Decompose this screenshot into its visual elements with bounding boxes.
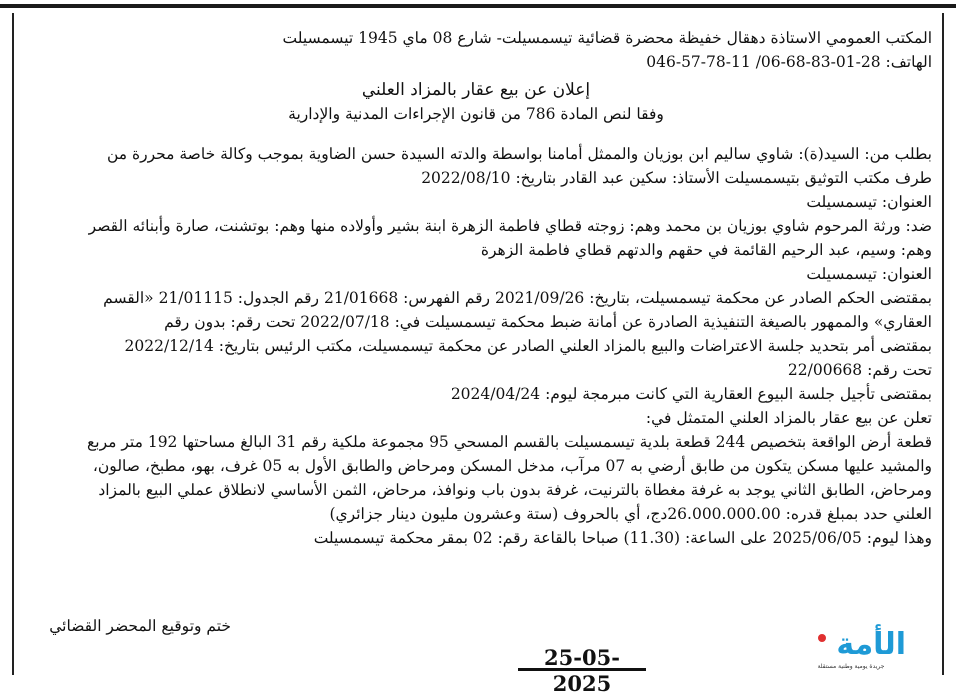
publication-date: 25-05-2025 <box>518 645 646 671</box>
address-line-1: العنوان: تيسمسيلت <box>806 193 932 211</box>
property-line-2: والمشيد عليها مسكن يتكون من طابق أرضي به 07 مرآب، مدخل المسكن ومرحاض والطابق الأول به 05 غرف، بهو، مطبخ، صالون، <box>92 457 932 475</box>
logo-wordmark: الأمة <box>836 627 906 662</box>
address-line-2: العنوان: تيسمسيلت <box>806 265 932 283</box>
property-line-1: قطعة أرض الواقعة بتخصيص 244 قطعة بلدية تيسمسيلت بالقسم المسحي 95 مجموعة ملكية رقم 31 البالغ مساحتها 192 متر مربع <box>87 433 932 451</box>
property-line-4: العلني حدد بمبلغ قدره: 26.000.000.00دج، أي بالحروف (ستة وعشرون مليون دينار جزائري) <box>329 505 932 523</box>
property-line-3: ومرحاض، الطابق الثاني يوجد به غرفة مغطاة بالترنيت، غرفة بدون باب ونوافذ، مرحاض، الثمن الأساسي لانطلاق عملي البيع بالمزاد <box>98 481 932 499</box>
logo-dot-icon <box>818 634 826 642</box>
requester-line-1: بطلب من: السيد(ة): شاوي ساليم ابن بوزيان والممثل أمامنا بواسطة والدته السيدة حسن الضاوية بموجب وكالة خاصة محررة من <box>106 145 932 163</box>
newspaper-logo <box>790 627 912 672</box>
signature-label: ختم وتوقيع المحضر القضائي <box>49 617 231 635</box>
office-header: المكتب العمومي الاستاذة دهقال خفيظة محضرة قضائية تيسمسيلت- شارع 08 ماي 1945 تيسمسيلت <box>282 29 932 47</box>
against-line-2: وهم: وسيم، عبد الرحيم القائمة في حقهم والدتهم قطاي فاطمة الزهرة <box>480 241 932 259</box>
top-rule <box>0 4 956 8</box>
order-line-1: بمقتضى أمر بتحديد جلسة الاعتراضات والبيع بالمزاد العلني الصادر عن محكمة تيسمسيلت، مكتب الرئيس بتاريخ: 2022/12/14 <box>124 337 932 355</box>
order-line-2: تحت رقم: 22/00668 <box>787 361 932 379</box>
requester-line-2: طرف مكتب التوثيق بتيسمسيلت الأستاذ: سكين عبد القادر بتاريخ: 2022/08/10 <box>421 169 932 187</box>
announcement-document <box>20 26 932 550</box>
judgment-line-1: بمقتضى الحكم الصادر عن محكمة تيسمسيلت، بتاريخ: 2021/09/26 رقم الفهرس: 21/01668 رقم الجدول: 21/01115 «القسم <box>103 289 932 307</box>
announcement-title: إعلان عن بيع عقار بالمزاد العلني <box>361 80 591 100</box>
legal-basis: وفقا لنص المادة 786 من قانون الإجراءات المدنية والإدارية <box>288 105 664 123</box>
postpone-line: بمقتضى تأجيل جلسة البيوع العقارية التي كانت مبرمجة ليوم: 2024/04/24 <box>450 385 932 403</box>
judgment-line-2: العقاري» والممهور بالصيغة التنفيذية الصادرة عن أمانة ضبط محكمة تيسمسيلت في: 2022/07/18 تحت رقم: بدون رقم <box>164 313 932 331</box>
phone-line: الهاتف: 28-01-83-68-06/ 11-78-57-046 <box>646 53 932 71</box>
against-line-1: ضد: ورثة المرحوم شاوي بوزيان بن محمد وهم: زوجته قطاي فاطمة الزهرة ابنة بشير وأولاده منها وهم: بوتشنت، صارة وأبنائه القصر <box>88 217 932 235</box>
spacer <box>20 126 932 142</box>
logo-tagline: جريدة يومية وطنية مستقلة <box>817 663 885 670</box>
announce-line: تعلن عن بيع عقار بالمزاد العلني المتمثل في: <box>645 409 932 427</box>
session-line: وهذا ليوم: 2025/06/05 على الساعة: (11.30) صباحا بالقاعة رقم: 02 بمقر محكمة تيسمسيلت <box>313 529 932 547</box>
